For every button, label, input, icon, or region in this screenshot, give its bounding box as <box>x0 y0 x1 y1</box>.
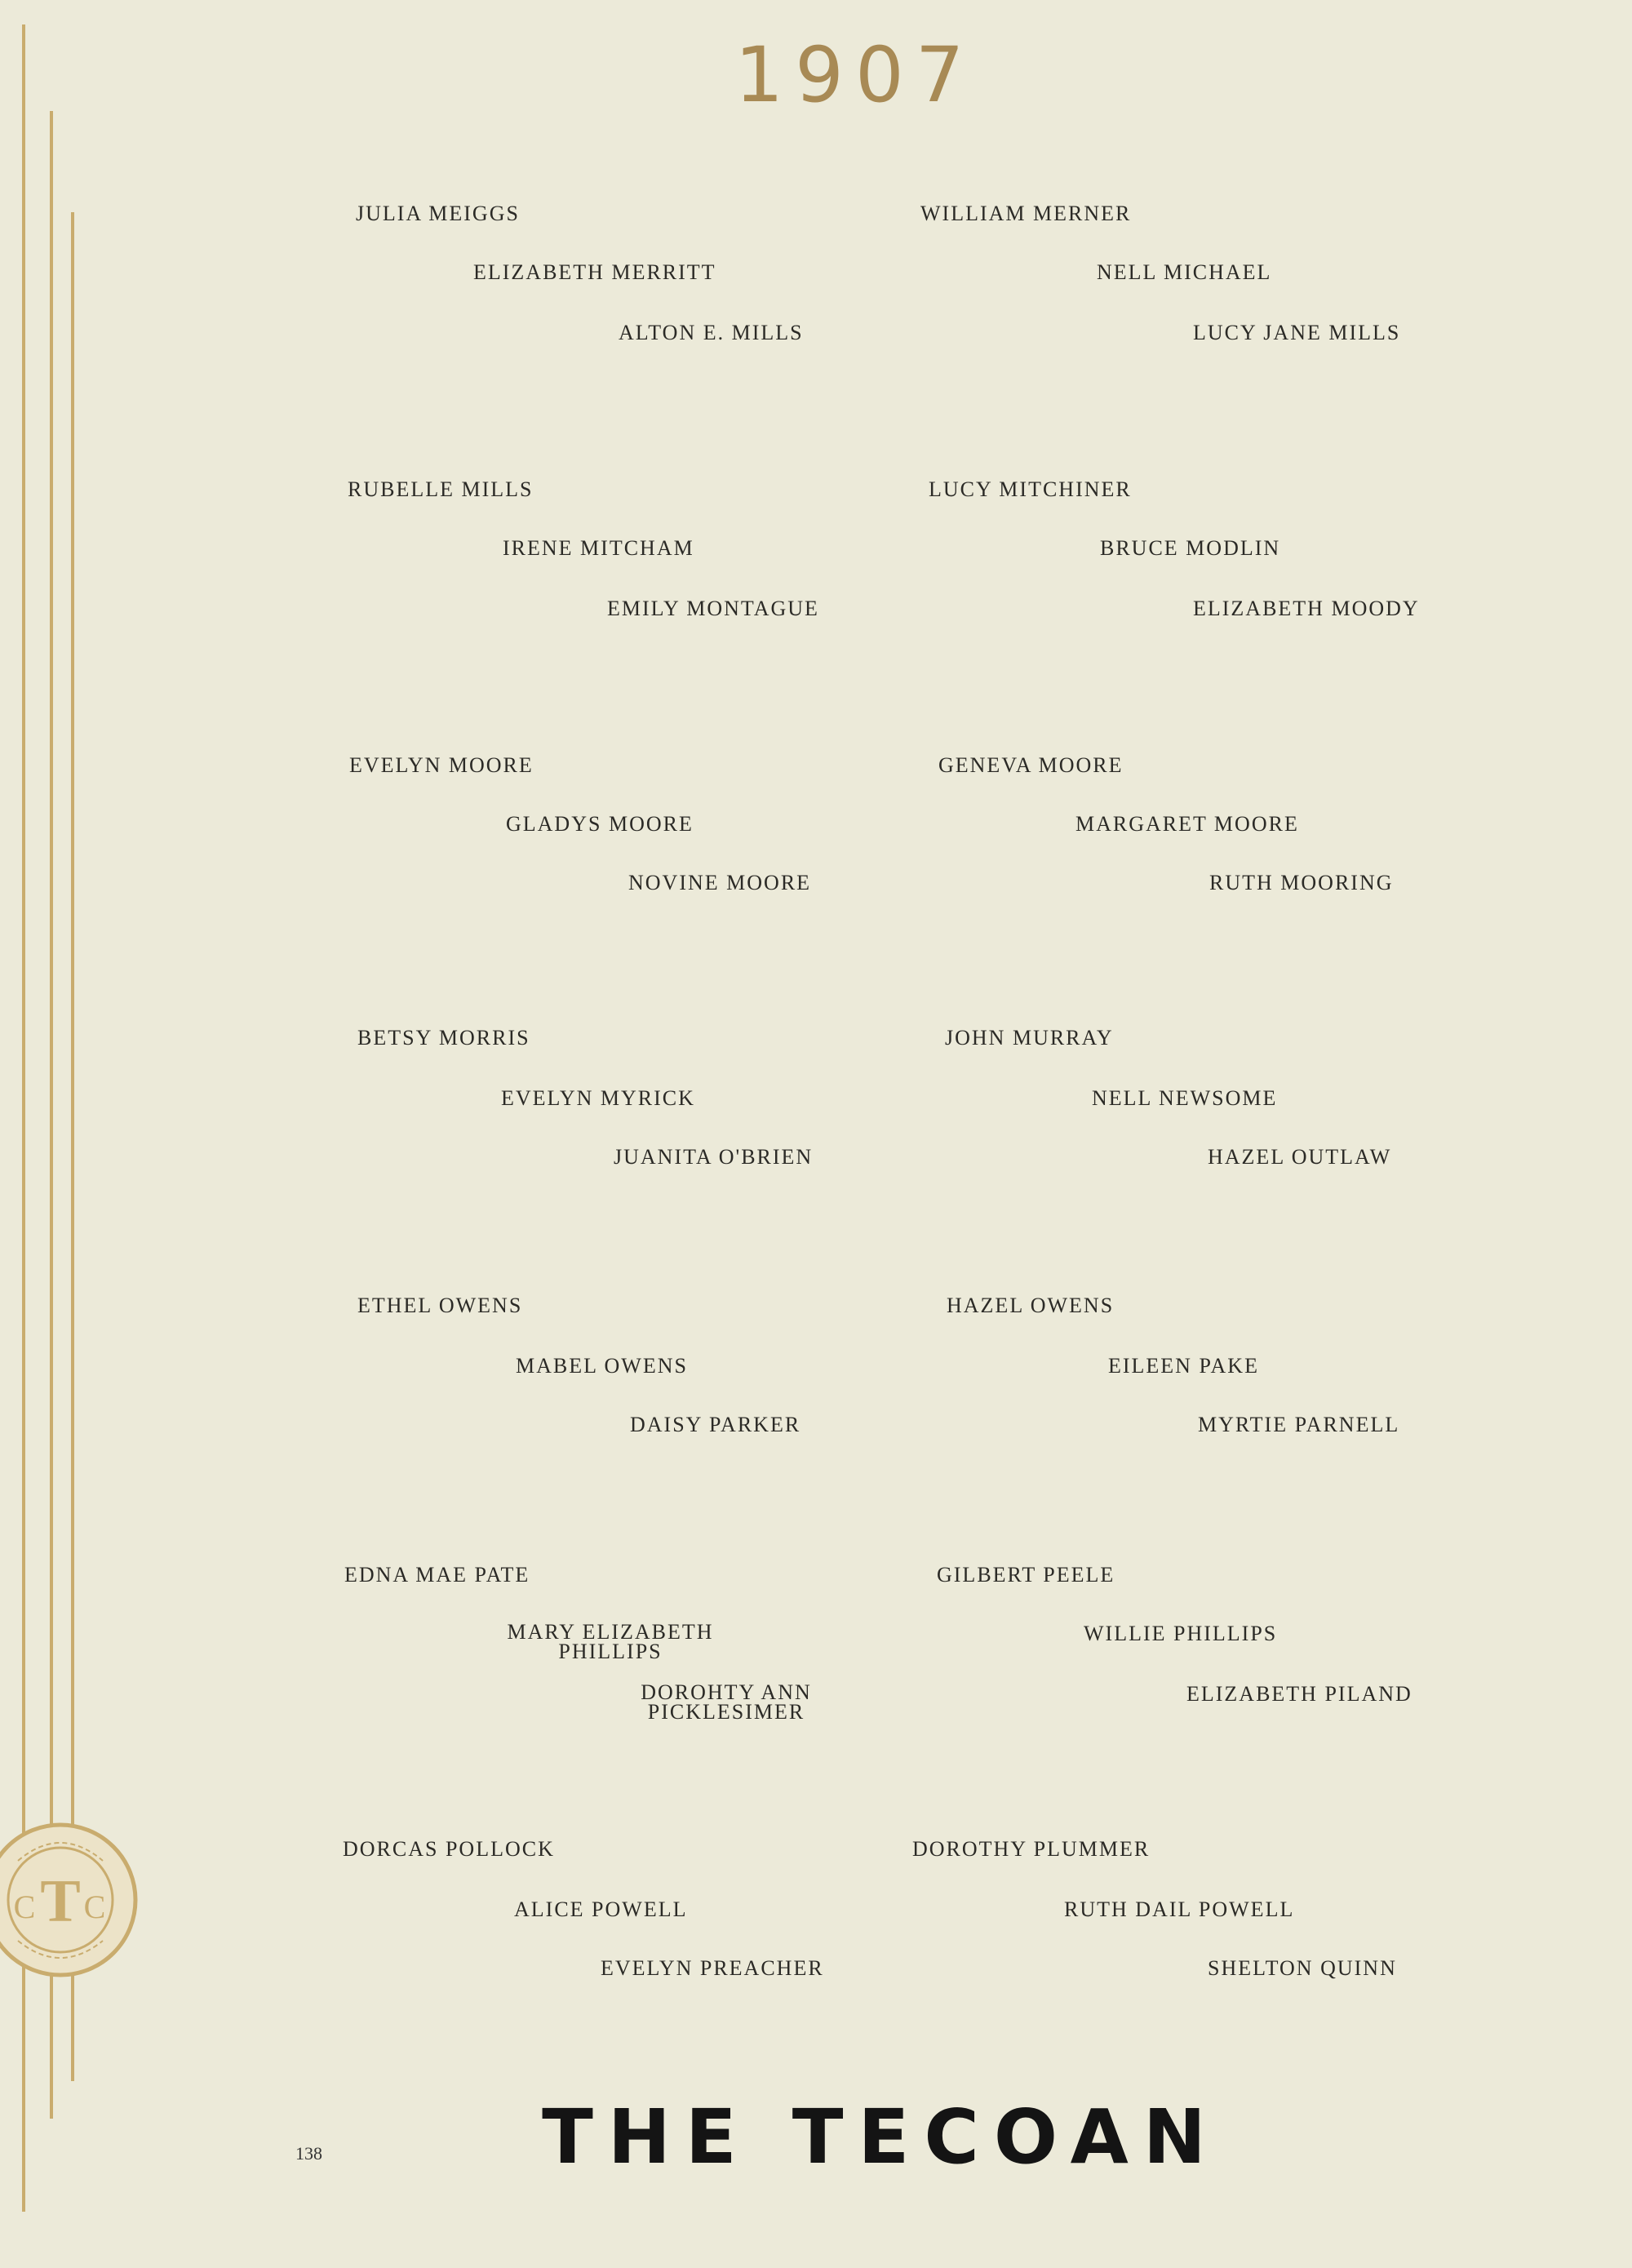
student-name: EVELYN MOORE <box>349 753 534 777</box>
student-name: GILBERT PEELE <box>937 1563 1115 1587</box>
margin-rule-inner <box>71 212 74 2081</box>
student-name: GLADYS MOORE <box>506 812 694 836</box>
yearbook-title: THE TECOAN <box>542 2093 1221 2181</box>
student-name: DAISY PARKER <box>630 1413 801 1436</box>
student-name: LUCY MITCHINER <box>929 477 1132 501</box>
student-name: EILEEN PAKE <box>1108 1354 1259 1378</box>
student-name: LUCY JANE MILLS <box>1193 321 1401 344</box>
name-line: DOROHTY ANN <box>641 1680 812 1704</box>
student-name: RUTH MOORING <box>1209 871 1394 894</box>
name-line: MARY ELIZABETH <box>507 1620 714 1644</box>
student-name: SHELTON QUINN <box>1208 1956 1397 1980</box>
student-name: MYRTIE PARNELL <box>1198 1413 1400 1436</box>
student-name: ALICE POWELL <box>514 1897 688 1921</box>
student-name: EMILY MONTAGUE <box>607 597 819 620</box>
svg-text:T: T <box>40 1868 81 1935</box>
student-name: RUTH DAIL POWELL <box>1064 1897 1295 1921</box>
student-name: ELIZABETH MOODY <box>1193 597 1420 620</box>
student-name: MABEL OWENS <box>516 1354 688 1378</box>
student-name: HAZEL OUTLAW <box>1208 1145 1392 1169</box>
student-name: IRENE MITCHAM <box>503 536 694 560</box>
student-name: JUANITA O'BRIEN <box>614 1145 814 1169</box>
student-name: EVELYN PREACHER <box>601 1956 824 1980</box>
name-line: PHILLIPS <box>558 1640 663 1663</box>
student-name: EDNA MAE PATE <box>344 1563 530 1587</box>
student-name: BRUCE MODLIN <box>1100 536 1281 560</box>
student-name: NELL MICHAEL <box>1097 260 1272 284</box>
student-name: WILLIE PHILLIPS <box>1084 1622 1278 1645</box>
college-seal-icon <box>0 1810 140 1990</box>
student-name: NOVINE MOORE <box>628 871 812 894</box>
student-name: WILLIAM MERNER <box>920 202 1132 225</box>
student-name: DORCAS POLLOCK <box>343 1837 555 1861</box>
student-name: GENEVA MOORE <box>938 753 1124 777</box>
student-name: JOHN MURRAY <box>945 1026 1114 1050</box>
student-name: ALTON E. MILLS <box>619 321 804 344</box>
student-name: RUBELLE MILLS <box>348 477 534 501</box>
year-heading: 1907 <box>734 31 976 120</box>
student-name: DOROTHY PLUMMER <box>912 1837 1151 1861</box>
page-number: 138 <box>295 2143 322 2164</box>
student-name: ELIZABETH MERRITT <box>473 260 716 284</box>
student-name: MARGARET MOORE <box>1075 812 1299 836</box>
student-name <box>630 1680 823 1724</box>
student-name: ETHEL OWENS <box>357 1294 523 1317</box>
student-name: ELIZABETH PILAND <box>1186 1682 1412 1706</box>
student-name: NELL NEWSOME <box>1092 1086 1278 1110</box>
student-name: BETSY MORRIS <box>357 1026 530 1050</box>
svg-text:C: C <box>83 1889 106 1925</box>
student-name: EVELYN MYRICK <box>501 1086 695 1110</box>
student-name: HAZEL OWENS <box>947 1294 1115 1317</box>
svg-text:C: C <box>13 1889 36 1925</box>
name-line: PICKLESIMER <box>647 1700 805 1724</box>
student-name: JULIA MEIGGS <box>356 202 520 225</box>
student-name <box>494 1622 726 1662</box>
